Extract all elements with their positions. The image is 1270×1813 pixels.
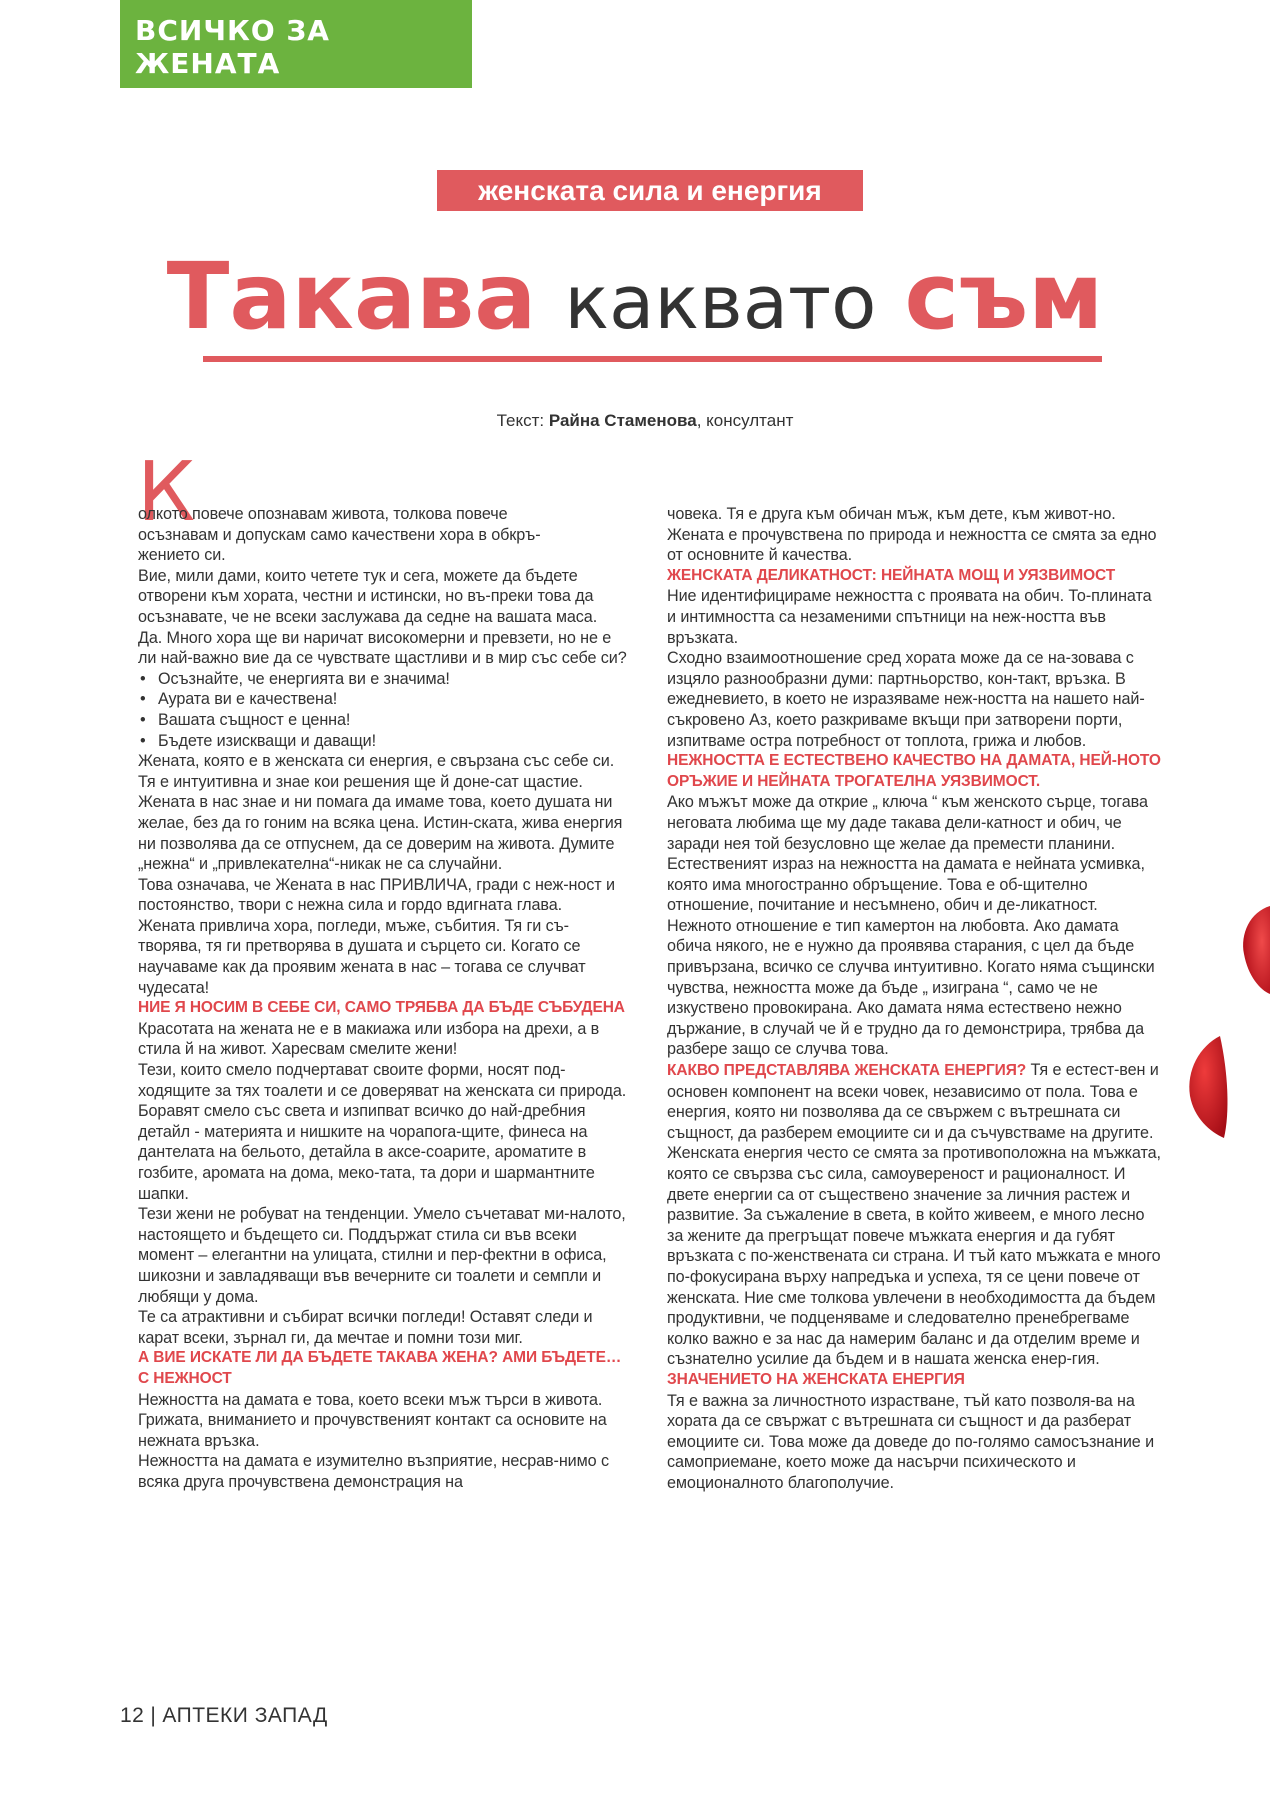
paragraph: Естественият израз на нежността на дамата е нейната усмивка, която има многостранно обръщение. Това е об-щително отношение, почитание и несъмнено, обич и де-ликатност. (667, 855, 1145, 915)
paragraph: Ние идентифицираме нежността с проявата на обич. То-плината и интимността са незаменими спътници на неж-ността във връзката. (667, 587, 1152, 647)
paragraph: Нежното отношение е тип камертон на любовта. Ако дамата обича някого, не е нужно да проявява старания, с цел да бъде привързана, всичко се случва интуитивно. Когато няма същински чувства, нежността може да бъде „ изиграна “, само че не изкуствено провокирана. Ако дамата няма естествено нежно държание, в случай че й е трудно да го демонстрира, трябва да разбере защо се случва това. (667, 916, 1155, 1059)
subheading: НЕЖНОСТТА Е ЕСТЕСТВЕНО КАЧЕСТВО НА ДАМАТА, НЕЙ-НОТО ОРЪЖИЕ И НЕЙНАТА ТРОГАТЕЛНА УЯЗВИМОСТ. (667, 752, 1161, 790)
paragraph: Тези жени не робуват на тенденции. Умело съчетават ми-налото, настоящето и бъдещето си. Поддържат стила си във всеки момент – елегантни на улицата, стилни и пер-фектни в офиса, шикозни и завладяващи във вечерните си тоалети и семпли и любящи у дома. (138, 1205, 626, 1306)
paragraph-text: Тя е естест-вен и основен компонент на всеки човек, независимо от пола. Това е енергия, която ни позволява да се свържем с вътрешната си същност, да разберем емоциите си и да съчувстваме на другите. Женската енергия често се смята за противоположна на мъжката, която се свързва със сила, самоувереност и рационалност. И двете енергии са от съществено значение за личния растеж и развитие. За съжаление в света, в който живеем, е много лесно за жените да прегръщат повече мъжката енергия и да губят връзката с по-женствената си страна. И тъй като мъжката е много по-фокусирана върху напредъка и успеха, тя се цени повече от женската. Ние сме толкова увлечени в необходимостта да бъдем продуктивни, че подценяваме и следователно пренебрегваме колко важно е за нас да намерим баланс и да отделим време и съзнателно усилие да бъдем и в нашата женска енер-гия. (667, 1061, 1161, 1369)
inline-subheading: КАКВО ПРЕДСТАВЛЯВА ЖЕНСКАТА ЕНЕРГИЯ? (667, 1062, 1027, 1080)
bullet-item: • Аурата ви е качествена! (158, 689, 628, 710)
paragraph: Жената в нас знае и ни помага да имаме това, което душата ни желае, без да го гоним на всяка цена. Истин-ската, жива енергия ни позволява да се отпуснем, да се доверим на живота. Думите „нежна“ и „привлекателна“-никак не са случайни. (138, 793, 623, 874)
paragraph: Тя е важна за личностното израстване, тъй като позволя-ва на хората да се свържат с вътрешната си същност и да разберат емоциите си. Това може да доведе до по-голямо самосъзнание и самоприемане, което може да насърчи психическото и емоционалното благополучие. (667, 1391, 1155, 1492)
headline-part3: съм (904, 243, 1104, 350)
rose-petal-icon (1182, 1032, 1232, 1142)
section-tab (120, 0, 472, 88)
title-rule (203, 356, 1102, 362)
bullet-item: • Осъзнайте, че енергията ви е значима! (158, 669, 628, 690)
paragraph: Сходно взаимоотношение сред хората може да се на-зовава с изцяло разнообразни думи: партньорство, кон-такт, връзка. В ежедневието, в което не изразяваме неж-ността на нашето най-съкровено Аз, което разкриваме вкъщи при затворени порти, изпитваме остра потребност от топлота, грижа и любов. (667, 649, 1145, 750)
paragraph: Да. Много хора ще ви наричат високомерни и превзети, но не е ли най-важно вие да се чувствате щастливи и в мир със себе си? (138, 628, 627, 668)
headline-part1: Такава (166, 243, 537, 350)
paragraph: Това означава, че Жената в нас ПРИВЛИЧА, гради с неж-ност и постоянство, твори с нежна сила и гордо вдигната глава. (138, 875, 615, 915)
paragraph: Жената, която е в женската си енергия, е свързана със себе си. Тя е интуитивна и знае кои решения ще й доне-сат щастие. (138, 752, 615, 791)
publication-name: АПТЕКИ ЗАПАД (162, 1704, 328, 1727)
subheading: ЖЕНСКАТА ДЕЛИКАТНОСТ: НЕЙНАТА МОЩ И УЯЗВИМОСТ (667, 566, 1116, 584)
intro-paragraph (138, 504, 628, 566)
intro-line: осъзнавам и допускам само качествени хора в обкръ- (138, 525, 541, 544)
page-footer (120, 1704, 328, 1728)
page-number: 12 (120, 1704, 145, 1727)
paragraph: човека. Тя е друга към обичан мъж, към дете, към живот-но. Жената е прочувствена по природа и нежността се смята за едно от основните й качества. (667, 505, 1157, 565)
intro-line: жението си. (138, 546, 226, 565)
paragraph: Нежността на дамата е това, което всеки мъж търси в живота. Грижата, вниманието и прочувственият контакт са основите на нежната връзка. (138, 1390, 607, 1450)
headline (0, 242, 1270, 358)
footer-separator: | (150, 1704, 157, 1727)
section-label: ВСИЧКО ЗА ЖЕНАТА (135, 14, 330, 80)
paragraph: Красотата на жената не е в макиажа или избора на дрехи, а в стила й на живот. Харесвам смелите жени! (138, 1019, 600, 1059)
byline-prefix: Текст: (496, 411, 549, 430)
paragraph: Те са атрактивни и събират всички погледи! Оставят следи и карат всеки, зърнал ги, да мечтае и помни този миг. (138, 1308, 593, 1347)
right-column (667, 504, 1163, 1494)
kicker-label: женската сила и енергия (437, 170, 863, 211)
paragraph: Ако мъжът може да открие „ ключа “ към женското сърце, тогава неговата любима ще му даде такава дели-катност и обич, че заради нея той безусловно ще желае да премести планини. (667, 793, 1148, 853)
byline-author: Райна Стаменова (548, 411, 697, 430)
left-column (138, 504, 628, 1493)
intro-line: олкото повече опознавам живота, толкова повече (138, 505, 508, 523)
subheading: А ВИЕ ИСКАТЕ ЛИ ДА БЪДЕТЕ ТАКАВА ЖЕНА? АМИ БЪДЕТЕ… С НЕЖНОСТ (138, 1349, 622, 1387)
subheading: ЗНАЧЕНИЕТО НА ЖЕНСКАТА ЕНЕРГИЯ (667, 1370, 965, 1388)
bullet-item: • Бъдете изискващи и даващи! (158, 731, 628, 752)
subheading: НИЕ Я НОСИМ В СЕБЕ СИ, САМО ТРЯБВА ДА БЪДЕ СЪБУДЕНА (138, 999, 625, 1017)
paragraph-with-inline-heading (667, 1060, 1163, 1370)
drop-cap: К (137, 445, 196, 540)
headline-part2: каквато (564, 260, 877, 346)
bullet-list (138, 669, 628, 751)
byline-suffix: , консултант (696, 411, 794, 430)
bullet-item: • Вашата същност е ценна! (158, 710, 628, 731)
paragraph: Нежността на дамата е изумително възприятие, несрав-нимо с всяка друга прочувствена демонстрация на (138, 1452, 609, 1491)
byline (0, 411, 1270, 431)
paragraph: Тези, които смело подчертават своите форми, носят под-ходящите за тях тоалети и се доверяват на женската си природа. Боравят смело със света и изпипват всичко до най-дребния детайл - материята и нишките на чорапога-щите, финеса на дантелата на бельото, детайла в аксе-соарите, ароматите в гозбите, аромата на дома, меко-тата, та дори и шармантните шапки. (138, 1061, 627, 1203)
paragraph: Вие, мили дами, които четете тук и сега, можете да бъдете отворени към хората, честни и истински, но въ-преки това да осъзнавате, че не всеки заслужава да седне на вашата маса. (138, 566, 598, 626)
rose-petal-icon (1238, 898, 1270, 998)
paragraph: Жената привлича хора, погледи, мъже, събития. Тя ги съ-творява, тя ги претворява в душата и сърцето си. Когато се научаваме как да проявим жената в нас – тогава се случват чудесата! (138, 916, 586, 997)
